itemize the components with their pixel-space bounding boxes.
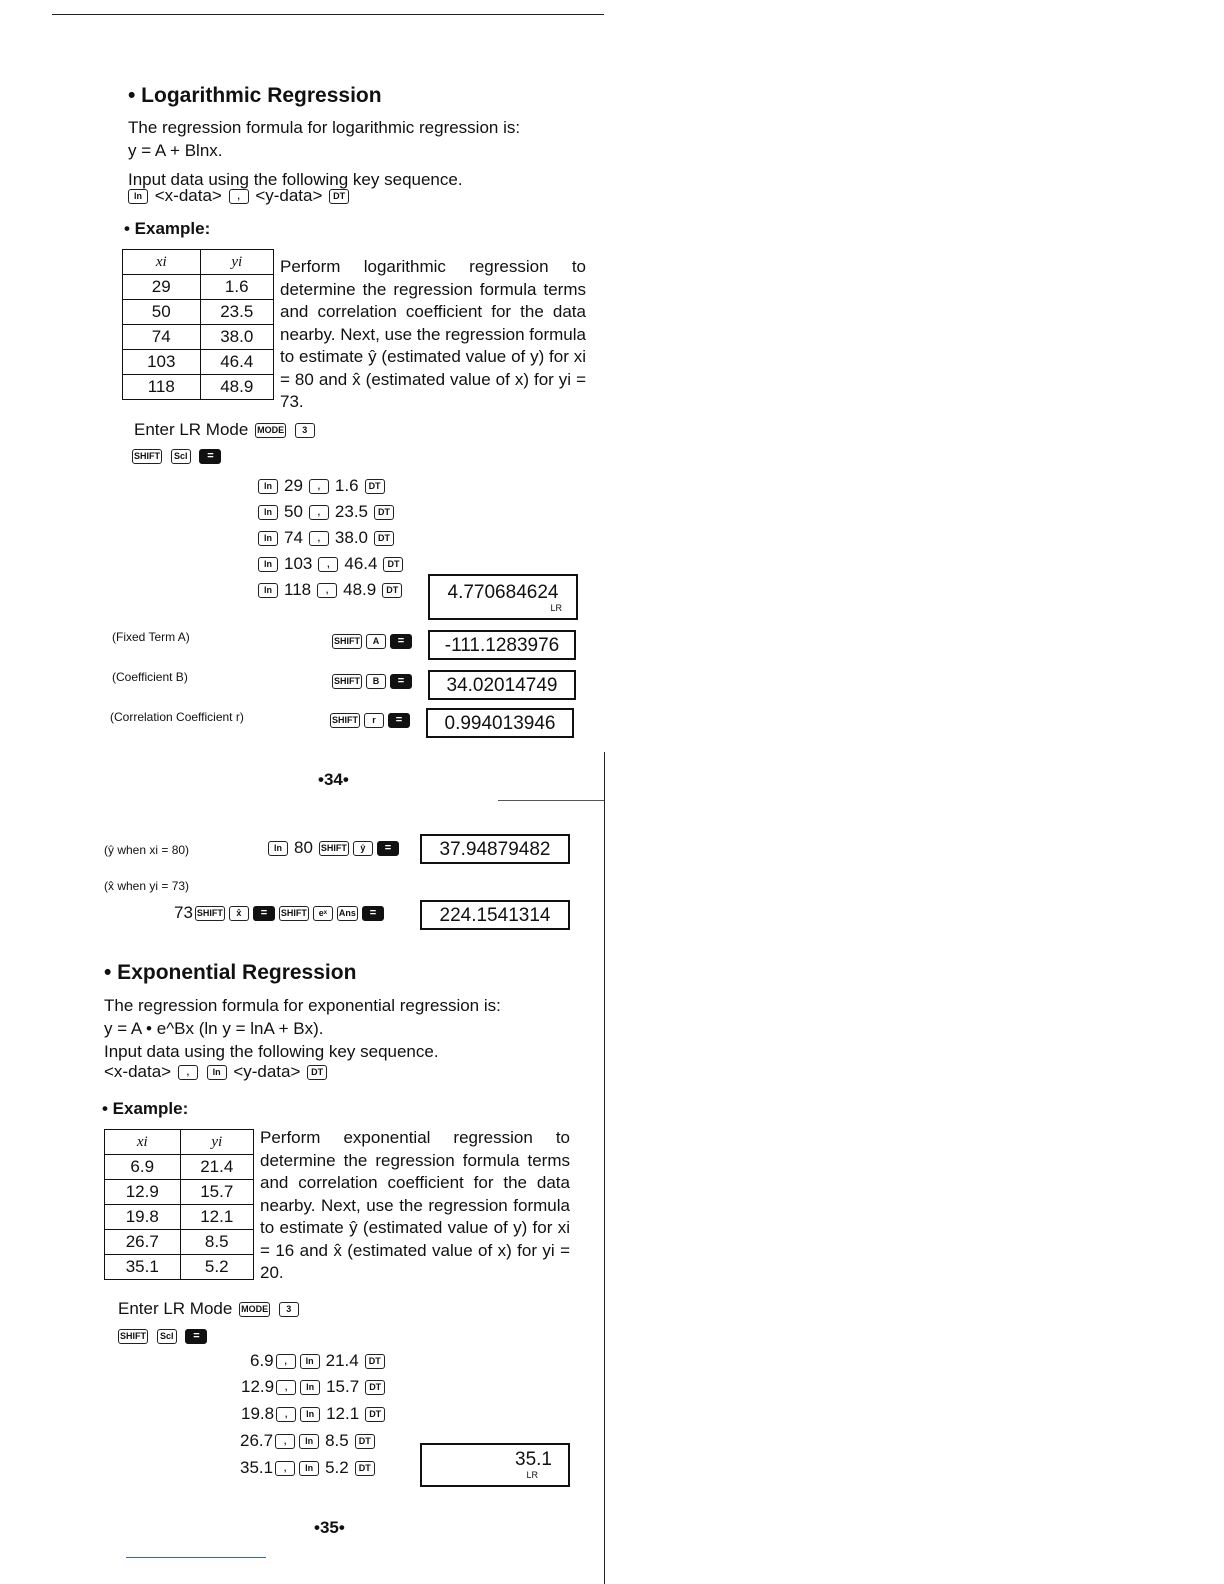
table-cell: 1.6 xyxy=(200,275,274,300)
y-value: 5.2 xyxy=(325,1458,349,1477)
ln-key: ln xyxy=(258,505,278,520)
estimate-display: 224.1541314 xyxy=(420,900,570,930)
shift-key: SHIFT xyxy=(319,841,349,856)
comma-key: , xyxy=(309,479,329,494)
example-description: Perform exponential regression to determine the regression formula terms and correlation coefficient for the data nearby. Next, use the regression formula to estimate ŷ (estimated value of y) for xi = 16 and x̂ (estimated value of x) for yi = 20. xyxy=(260,1128,570,1282)
input-step xyxy=(256,502,396,522)
key-sequence xyxy=(104,1060,329,1083)
x-value: 6.9 xyxy=(250,1351,274,1370)
y-value: 8.5 xyxy=(325,1431,349,1450)
dt-key: DT xyxy=(374,505,394,520)
result-label: (Fixed Term A) xyxy=(112,630,190,644)
comma-key: , xyxy=(275,1461,295,1476)
table-cell: 103 xyxy=(123,350,201,375)
table-cell: 38.0 xyxy=(200,325,274,350)
xi-header: xi xyxy=(105,1130,181,1155)
table-cell: 15.7 xyxy=(180,1180,254,1205)
x-value: 26.7 xyxy=(240,1431,274,1450)
x-value: 35.1 xyxy=(240,1458,274,1477)
ln-key: ln xyxy=(300,1407,320,1422)
page-divider xyxy=(604,752,605,1584)
ln-key: ln xyxy=(258,557,278,572)
estimate-keys xyxy=(266,838,401,858)
shift-key: SHIFT xyxy=(118,1329,148,1344)
dt-key: DT xyxy=(365,479,385,494)
result-keys xyxy=(328,710,412,730)
dt-key: DT xyxy=(329,189,349,204)
dt-key: DT xyxy=(374,531,394,546)
page-number: •34• xyxy=(318,770,349,789)
input-step xyxy=(256,476,387,496)
comma-key: , xyxy=(275,1434,295,1449)
ln-key: ln xyxy=(299,1461,319,1476)
input-step xyxy=(240,1458,377,1478)
enter-mode-text: Enter LR Mode xyxy=(134,420,249,439)
table-cell: 35.1 xyxy=(105,1255,181,1280)
yi-header: yi xyxy=(200,250,274,275)
ln-key: ln xyxy=(258,531,278,546)
r-key: r xyxy=(364,713,384,728)
y-hat-key: ŷ xyxy=(353,841,373,856)
scl-key: Scl xyxy=(171,449,191,464)
shift-key: SHIFT xyxy=(195,906,225,921)
input-step xyxy=(250,1351,387,1371)
result-label: (Coefficient B) xyxy=(112,670,188,684)
x-value: 50 xyxy=(284,502,303,521)
table-cell: 19.8 xyxy=(105,1205,181,1230)
table-row xyxy=(105,1180,254,1205)
y-value: 12.1 xyxy=(326,1404,360,1423)
table-cell: 12.9 xyxy=(105,1180,181,1205)
result-display: -111.1283976 xyxy=(428,630,576,660)
scl-key: Scl xyxy=(157,1329,177,1344)
ln-key: ln xyxy=(268,841,288,856)
ln-key: ln xyxy=(300,1354,320,1369)
result-keys xyxy=(330,631,414,651)
key-sequence xyxy=(126,184,351,207)
regression-formula: y = A • e^Bx (ln y = lnA + Bx). xyxy=(104,1019,324,1038)
dt-key: DT xyxy=(383,557,403,572)
regression-formula: y = A + Blnx. xyxy=(128,141,223,160)
table-row xyxy=(105,1155,254,1180)
calculator-display xyxy=(428,574,578,620)
table-cell: 6.9 xyxy=(105,1155,181,1180)
display-mode-indicator: LR xyxy=(550,603,562,613)
table-cell: 26.7 xyxy=(105,1230,181,1255)
result-display: 34.02014749 xyxy=(428,670,576,700)
comma-key: , xyxy=(318,557,338,572)
intro-text: The regression formula for exponential regression is: xyxy=(104,996,501,1015)
yi-header: yi xyxy=(180,1130,254,1155)
comma-key: , xyxy=(309,505,329,520)
display-mode-indicator: LR xyxy=(526,1470,538,1480)
input-number: 73 xyxy=(174,903,193,922)
example-description: Perform logarithmic regression to determine the regression formula terms and correlation coefficient for the data nearby. Next, use the regression formula to estimate ŷ (estimated value of y) for xi = 80 and x̂ (estimated value of x) for yi = 73. xyxy=(280,257,586,411)
table-cell: 46.4 xyxy=(200,350,274,375)
result-display: 0.994013946 xyxy=(426,708,574,738)
comma-key: , xyxy=(309,531,329,546)
table-cell: 23.5 xyxy=(200,300,274,325)
section-heading-exponential: • Exponential Regression xyxy=(104,961,357,984)
comma-key: , xyxy=(276,1407,296,1422)
top-rule xyxy=(52,14,604,15)
comma-key: , xyxy=(178,1065,198,1080)
data-table xyxy=(122,249,274,400)
table-cell: 118 xyxy=(123,375,201,400)
table-row xyxy=(123,325,274,350)
data-table xyxy=(104,1129,254,1280)
bottom-link-rule xyxy=(126,1557,266,1558)
table-cell: 29 xyxy=(123,275,201,300)
shift-key: SHIFT xyxy=(332,674,362,689)
equals-key: = xyxy=(390,674,412,689)
equals-key: = xyxy=(390,634,412,649)
input-step xyxy=(241,1377,387,1397)
clear-stats-keys xyxy=(116,1324,209,1347)
input-instruction: Input data using the following key sequence. xyxy=(128,170,463,189)
three-key: 3 xyxy=(279,1302,299,1317)
input-step xyxy=(240,1431,377,1451)
comma-key: , xyxy=(276,1354,296,1369)
y-data-placeholder: <y-data> xyxy=(255,186,323,205)
intro-text: The regression formula for logarithmic regression is: xyxy=(128,118,521,137)
input-step xyxy=(256,580,404,600)
table-row xyxy=(123,375,274,400)
table-row xyxy=(123,350,274,375)
table-cell: 21.4 xyxy=(180,1155,254,1180)
a-key: A xyxy=(366,634,386,649)
table-cell: 5.2 xyxy=(180,1255,254,1280)
x-data-placeholder: <x-data> xyxy=(154,186,222,205)
x-hat-key: x̂ xyxy=(229,906,249,921)
equals-key: = xyxy=(199,449,221,464)
x-value: 19.8 xyxy=(241,1404,275,1423)
ln-key: ln xyxy=(258,479,278,494)
page-number: •35• xyxy=(314,1518,345,1537)
table-row xyxy=(105,1205,254,1230)
table-cell: 50 xyxy=(123,300,201,325)
comma-key: , xyxy=(276,1380,296,1395)
xi-header: xi xyxy=(123,250,201,275)
shift-key: SHIFT xyxy=(279,906,309,921)
estimate-keys xyxy=(174,903,386,923)
table-row xyxy=(123,275,274,300)
equals-key: = xyxy=(377,841,399,856)
example-label: • Example: xyxy=(102,1099,189,1118)
ans-key: Ans xyxy=(337,906,358,921)
input-step xyxy=(256,528,396,548)
x-value: 12.9 xyxy=(241,1377,275,1396)
dt-key: DT xyxy=(355,1434,375,1449)
x-value: 118 xyxy=(284,580,312,599)
display-value: 35.1 xyxy=(515,1449,552,1470)
table-row xyxy=(105,1230,254,1255)
y-value: 48.9 xyxy=(343,580,377,599)
result-label: (Correlation Coefficient r) xyxy=(110,710,244,724)
table-row xyxy=(123,300,274,325)
three-key: 3 xyxy=(295,423,315,438)
equals-key: = xyxy=(388,713,410,728)
dt-key: DT xyxy=(365,1380,385,1395)
table-cell: 8.5 xyxy=(180,1230,254,1255)
y-value: 21.4 xyxy=(325,1351,359,1370)
estimate-label: (x̂ when yi = 73) xyxy=(104,879,190,893)
mode-key: MODE xyxy=(255,423,286,438)
table-row xyxy=(105,1255,254,1280)
result-keys xyxy=(330,671,414,691)
estimate-display: 37.94879482 xyxy=(420,834,570,864)
ln-key: ln xyxy=(299,1434,319,1449)
shift-key: SHIFT xyxy=(132,449,162,464)
table-cell: 74 xyxy=(123,325,201,350)
section-heading-logarithmic: • Logarithmic Regression xyxy=(128,84,382,107)
equals-key: = xyxy=(362,906,384,921)
input-step xyxy=(256,554,405,574)
y-value: 38.0 xyxy=(334,528,369,547)
equals-key: = xyxy=(185,1329,207,1344)
y-value: 23.5 xyxy=(334,502,369,521)
ln-key: ln xyxy=(207,1065,227,1080)
enter-mode-line xyxy=(118,1297,301,1320)
y-value: 46.4 xyxy=(344,554,378,573)
comma-key: , xyxy=(229,189,249,204)
x-value: 103 xyxy=(284,554,313,573)
equals-key: = xyxy=(253,906,275,921)
x-value: 74 xyxy=(284,528,303,547)
table-cell: 12.1 xyxy=(180,1205,254,1230)
y-value: 1.6 xyxy=(334,476,359,495)
dt-key: DT xyxy=(365,1407,385,1422)
input-step xyxy=(241,1404,387,1424)
calculator-display xyxy=(420,1443,570,1487)
input-number: 80 xyxy=(294,838,313,857)
b-key: B xyxy=(366,674,386,689)
ln-key: ln xyxy=(300,1380,320,1395)
page-break-rule xyxy=(498,800,604,801)
dt-key: DT xyxy=(382,583,402,598)
comma-key: , xyxy=(317,583,337,598)
dt-key: DT xyxy=(365,1354,385,1369)
example-label: • Example: xyxy=(124,219,211,238)
x-data-placeholder: <x-data> xyxy=(104,1062,172,1081)
y-value: 15.7 xyxy=(326,1377,360,1396)
exp-key: eˣ xyxy=(313,906,333,921)
enter-mode-line xyxy=(134,418,317,441)
shift-key: SHIFT xyxy=(332,634,362,649)
dt-key: DT xyxy=(307,1065,327,1080)
input-instruction: Input data using the following key sequence. xyxy=(104,1042,439,1061)
mode-key: MODE xyxy=(239,1302,270,1317)
display-value: 4.770684624 xyxy=(447,582,559,603)
shift-key: SHIFT xyxy=(330,713,360,728)
enter-mode-text: Enter LR Mode xyxy=(118,1299,233,1318)
dt-key: DT xyxy=(355,1461,375,1476)
ln-key: ln xyxy=(128,189,148,204)
x-value: 29 xyxy=(284,476,303,495)
clear-stats-keys xyxy=(130,444,223,467)
table-cell: 48.9 xyxy=(200,375,274,400)
estimate-label: (ŷ when xi = 80) xyxy=(104,843,190,857)
ln-key: ln xyxy=(258,583,278,598)
y-data-placeholder: <y-data> xyxy=(233,1062,301,1081)
